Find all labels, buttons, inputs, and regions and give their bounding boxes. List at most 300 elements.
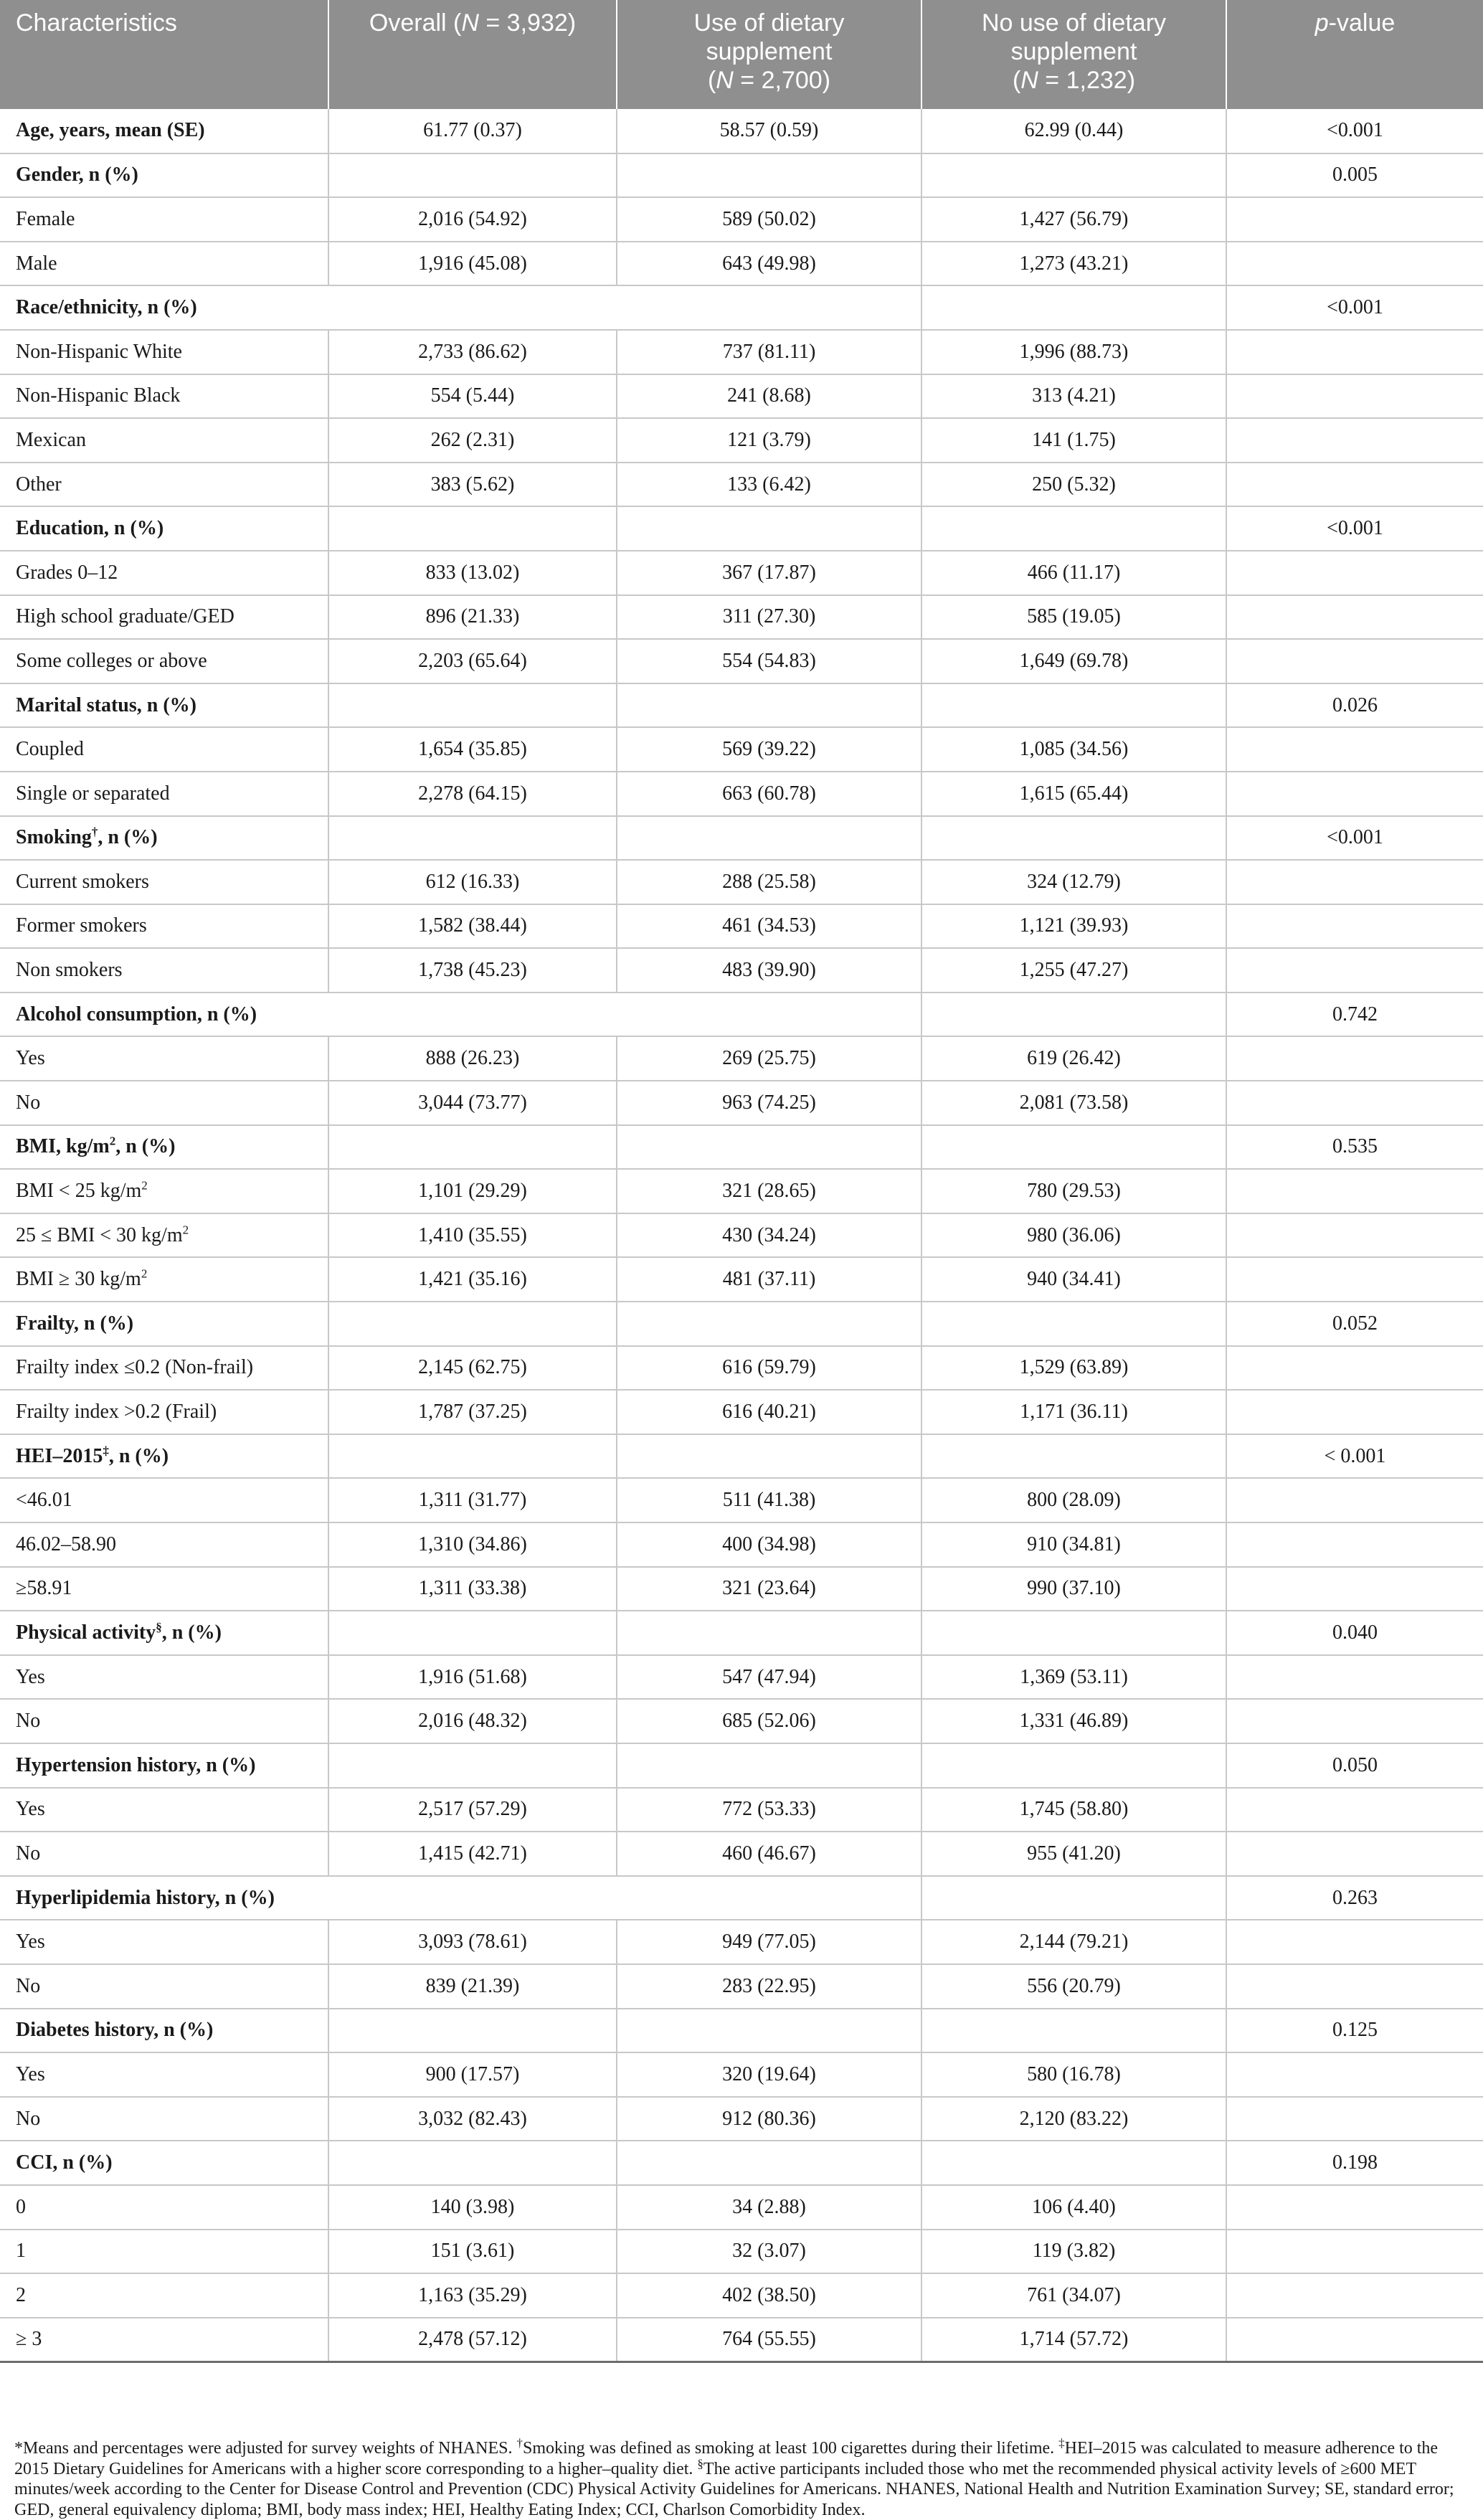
cell-no-use-supplement: 761 (34.07) [921, 2273, 1226, 2318]
cell-no-use-supplement: 1,085 (34.56) [921, 727, 1226, 772]
row-label [0, 860, 328, 904]
cell-overall [328, 2141, 617, 2185]
label-tail: , n (%) [115, 1135, 176, 1158]
cell-use-supplement: 58.57 (0.59) [617, 109, 921, 153]
cell-use-supplement: 772 (53.33) [617, 1788, 921, 1832]
cell-no-use-supplement [921, 1125, 1226, 1170]
cell-p-value [1226, 948, 1483, 993]
cell-use-supplement: 269 (25.75) [617, 1036, 921, 1081]
cell-p-value [1226, 2273, 1483, 2318]
row-label [0, 242, 328, 286]
row-label [0, 1522, 328, 1567]
cell-overall: 383 (5.62) [328, 463, 617, 507]
label-text: Yes [16, 1798, 45, 1821]
cell-use-supplement [617, 1434, 921, 1479]
row-label [0, 1036, 328, 1081]
label-text: Non-Hispanic White [16, 340, 182, 363]
cell-no-use-supplement: 1,714 (57.72) [921, 2318, 1226, 2362]
table-row [0, 2230, 1483, 2274]
cell-p-value [1226, 1346, 1483, 1391]
cell-no-use-supplement: 990 (37.10) [921, 1567, 1226, 1611]
label-text: Yes [16, 1047, 45, 1070]
label-text: No [16, 1710, 41, 1733]
row-label [0, 551, 328, 595]
section-label [0, 1125, 328, 1170]
row-label [0, 2185, 328, 2230]
cell-p-value [1226, 2230, 1483, 2274]
label-superscript: 2 [141, 1266, 148, 1281]
cell-p-value [1226, 1655, 1483, 1700]
header-characteristics: Characteristics [0, 0, 328, 109]
cell-p-value [1226, 1169, 1483, 1213]
label-superscript: § [156, 1620, 162, 1634]
row-label [0, 374, 328, 419]
cell-no-use-supplement: 955 (41.20) [921, 1832, 1226, 1876]
cell-use-supplement: 321 (28.65) [617, 1169, 921, 1213]
cell-use-supplement: 430 (34.24) [617, 1213, 921, 1258]
cell-p-value [1226, 1257, 1483, 1302]
label-text: Age, years, mean (SE) [16, 119, 205, 142]
section-row [0, 993, 1483, 1037]
cell-p-value [1226, 1832, 1483, 1876]
cell-p-value [1226, 595, 1483, 640]
cell-overall: 151 (3.61) [328, 2230, 617, 2274]
cell-use-supplement [617, 683, 921, 728]
table-row [0, 639, 1483, 683]
table-row [0, 463, 1483, 507]
cell-use-supplement [617, 2009, 921, 2053]
footnote-text: HEI–2015 was calculated to measure adherence to the 2015 Dietary Guidelines for Americans with a higher score corresponding to a higher–quality diet. [14, 2439, 1439, 2478]
cell-overall: 140 (3.98) [328, 2185, 617, 2230]
table-row [0, 1036, 1483, 1081]
cell-no-use-supplement: 2,081 (73.58) [921, 1081, 1226, 1125]
table-row [0, 2273, 1483, 2318]
table-row [0, 330, 1483, 374]
cell-no-use-supplement: 1,529 (63.89) [921, 1346, 1226, 1391]
row-label [0, 772, 328, 816]
cell-overall: 2,278 (64.15) [328, 772, 617, 816]
cell-use-supplement: 963 (74.25) [617, 1081, 921, 1125]
cell-overall: 1,101 (29.29) [328, 1169, 617, 1213]
cell-use-supplement [617, 1743, 921, 1788]
section-label [0, 1876, 921, 1920]
section-label [0, 816, 328, 861]
cell-p-value [1226, 1699, 1483, 1743]
label-text: Non smokers [16, 959, 123, 982]
section-row [0, 1434, 1483, 1479]
cell-use-supplement: 643 (49.98) [617, 242, 921, 286]
cell-use-supplement: 283 (22.95) [617, 1964, 921, 2009]
cell-p-value [1226, 1213, 1483, 1258]
cell-use-supplement: 311 (27.30) [617, 595, 921, 640]
table-row [0, 1788, 1483, 1832]
cell-overall: 900 (17.57) [328, 2052, 617, 2097]
cell-use-supplement: 949 (77.05) [617, 1920, 921, 1964]
table-row [0, 1390, 1483, 1434]
cell-p-value: 0.125 [1226, 2009, 1483, 2053]
label-text: Diabetes history, n (%) [16, 2019, 214, 2042]
label-text: Coupled [16, 738, 84, 761]
cell-p-value [1226, 463, 1483, 507]
cell-no-use-supplement: 2,144 (79.21) [921, 1920, 1226, 1964]
row-label [0, 2273, 328, 2318]
cell-p-value [1226, 1920, 1483, 1964]
row-label [0, 418, 328, 463]
table-row [0, 948, 1483, 993]
row-label [0, 904, 328, 949]
label-text: CCI, n (%) [16, 2151, 113, 2174]
table-row [0, 1699, 1483, 1743]
section-row [0, 506, 1483, 551]
cell-no-use-supplement: 940 (34.41) [921, 1257, 1226, 1302]
cell-overall: 1,421 (35.16) [328, 1257, 617, 1302]
row-label [0, 1832, 328, 1876]
table-row [0, 551, 1483, 595]
section-row [0, 1611, 1483, 1655]
cell-no-use-supplement: 910 (34.81) [921, 1522, 1226, 1567]
label-tail: , n (%) [98, 826, 158, 849]
cell-use-supplement: 912 (80.36) [617, 2097, 921, 2141]
row-label [0, 727, 328, 772]
row-label [0, 1567, 328, 1611]
label-text: 46.02–58.90 [16, 1533, 116, 1555]
cell-use-supplement: 321 (23.64) [617, 1567, 921, 1611]
cell-use-supplement: 737 (81.11) [617, 330, 921, 374]
label-text: Yes [16, 1931, 45, 1953]
cell-no-use-supplement: 1,331 (46.89) [921, 1699, 1226, 1743]
cell-no-use-supplement [921, 816, 1226, 861]
cell-use-supplement: 400 (34.98) [617, 1522, 921, 1567]
cell-p-value [1226, 2097, 1483, 2141]
cell-p-value [1226, 639, 1483, 683]
section-label [0, 2141, 328, 2185]
label-superscript: † [91, 825, 98, 839]
label-text: HEI–2015 [16, 1444, 103, 1467]
label-text: No [16, 2107, 41, 2130]
cell-no-use-supplement: 250 (5.32) [921, 463, 1226, 507]
label-text: Mexican [16, 428, 86, 451]
cell-p-value [1226, 2052, 1483, 2097]
footnote-marker: ‡ [1058, 2436, 1065, 2450]
cell-overall [328, 1302, 617, 1346]
label-text: Female [16, 207, 75, 230]
table-row [0, 197, 1483, 242]
cell-no-use-supplement [921, 683, 1226, 728]
row-label [0, 1346, 328, 1391]
section-row [0, 153, 1483, 198]
cell-p-value [1226, 551, 1483, 595]
cell-overall: 1,415 (42.71) [328, 1832, 617, 1876]
cell-no-use-supplement [921, 1876, 1226, 1920]
label-text: 2 [16, 2283, 26, 2306]
cell-overall: 1,311 (33.38) [328, 1567, 617, 1611]
label-text: Frailty index >0.2 (Frail) [16, 1401, 217, 1424]
row-label [0, 1699, 328, 1743]
section-row [0, 2009, 1483, 2053]
cell-p-value [1226, 1567, 1483, 1611]
section-label [0, 1611, 328, 1655]
cell-no-use-supplement: 1,273 (43.21) [921, 242, 1226, 286]
cell-use-supplement: 367 (17.87) [617, 551, 921, 595]
section-label [0, 109, 328, 153]
cell-no-use-supplement: 1,745 (58.80) [921, 1788, 1226, 1832]
cell-use-supplement: 288 (25.58) [617, 860, 921, 904]
table-row [0, 1081, 1483, 1125]
cell-overall: 2,733 (86.62) [328, 330, 617, 374]
cell-use-supplement: 481 (37.11) [617, 1257, 921, 1302]
cell-p-value: < 0.001 [1226, 1434, 1483, 1479]
label-text: BMI, kg/m [16, 1135, 110, 1158]
table-row [0, 242, 1483, 286]
table-row [0, 1346, 1483, 1391]
cell-p-value [1226, 1522, 1483, 1567]
cell-use-supplement: 32 (3.07) [617, 2230, 921, 2274]
label-superscript: ‡ [103, 1444, 109, 1458]
table-row [0, 772, 1483, 816]
label-superscript: 2 [109, 1135, 116, 1149]
label-text: Male [16, 252, 57, 275]
section-row [0, 1743, 1483, 1788]
section-row [0, 1125, 1483, 1170]
cell-no-use-supplement [921, 1302, 1226, 1346]
cell-p-value [1226, 1788, 1483, 1832]
cell-use-supplement: 34 (2.88) [617, 2185, 921, 2230]
table-row [0, 1964, 1483, 2009]
cell-no-use-supplement: 313 (4.21) [921, 374, 1226, 419]
label-text: Gender, n (%) [16, 164, 138, 186]
label-text: No [16, 1091, 41, 1114]
section-row [0, 2141, 1483, 2185]
cell-p-value: 0.535 [1226, 1125, 1483, 1170]
table-row [0, 1478, 1483, 1522]
section-row [0, 816, 1483, 861]
table-row [0, 727, 1483, 772]
label-text: Other [16, 473, 62, 496]
section-row [0, 109, 1483, 153]
cell-no-use-supplement: 580 (16.78) [921, 2052, 1226, 2097]
cell-p-value [1226, 374, 1483, 419]
section-row [0, 285, 1483, 330]
cell-p-value [1226, 2185, 1483, 2230]
cell-no-use-supplement [921, 285, 1226, 330]
label-text: Grades 0–12 [16, 561, 118, 584]
cell-p-value: 0.198 [1226, 2141, 1483, 2185]
section-label [0, 506, 328, 551]
cell-use-supplement: 121 (3.79) [617, 418, 921, 463]
cell-no-use-supplement [921, 153, 1226, 198]
label-text: Hypertension history, n (%) [16, 1753, 256, 1776]
section-label [0, 285, 921, 330]
cell-overall [328, 1611, 617, 1655]
cell-p-value: <0.001 [1226, 816, 1483, 861]
cell-p-value [1226, 2318, 1483, 2362]
row-label [0, 1081, 328, 1125]
cell-use-supplement [617, 2141, 921, 2185]
cell-use-supplement: 685 (52.06) [617, 1699, 921, 1743]
cell-overall: 3,093 (78.61) [328, 1920, 617, 1964]
table-row [0, 595, 1483, 640]
cell-overall [328, 1434, 617, 1479]
cell-use-supplement: 402 (38.50) [617, 2273, 921, 2318]
row-label [0, 1788, 328, 1832]
cell-no-use-supplement: 585 (19.05) [921, 595, 1226, 640]
cell-no-use-supplement: 1,427 (56.79) [921, 197, 1226, 242]
cell-overall: 3,044 (73.77) [328, 1081, 617, 1125]
cell-p-value: 0.050 [1226, 1743, 1483, 1788]
cell-overall: 262 (2.31) [328, 418, 617, 463]
table-row [0, 2318, 1483, 2362]
label-tail: , n (%) [108, 1444, 169, 1467]
label-text: <46.01 [16, 1489, 72, 1512]
label-superscript: 2 [141, 1178, 148, 1193]
table-row [0, 1522, 1483, 1567]
label-text: No [16, 1974, 41, 1997]
row-label [0, 2097, 328, 2141]
cell-use-supplement [617, 1302, 921, 1346]
section-label [0, 1743, 328, 1788]
cell-use-supplement: 554 (54.83) [617, 639, 921, 683]
label-text: Alcohol consumption, n (%) [16, 1003, 257, 1025]
label-text: High school graduate/GED [16, 605, 234, 628]
cell-use-supplement: 133 (6.42) [617, 463, 921, 507]
cell-no-use-supplement: 619 (26.42) [921, 1036, 1226, 1081]
row-label [0, 1655, 328, 1700]
cell-no-use-supplement: 1,255 (47.27) [921, 948, 1226, 993]
cell-overall: 2,203 (65.64) [328, 639, 617, 683]
cell-use-supplement [617, 1611, 921, 1655]
label-text: Yes [16, 1665, 45, 1688]
cell-no-use-supplement [921, 2141, 1226, 2185]
label-text: No [16, 1842, 41, 1865]
footnote-text: The active participants included those who met the recommended physical activity levels of ≥600 MET minutes/week according to the Center for Disease Control and Prevention (CDC) Physical Activity Guidelines for Americans. NHANES, National Health and Nutrition Examination Survey; SE, standard error; GED, general equivalency diploma; BMI, body mass index; HEI, Healthy Eating Index; CCI, Charlson Comorbidity Index. [14, 2459, 1454, 2519]
footnote-text: Smoking was defined as smoking at least 100 cigarettes during their lifetime. [522, 2439, 1059, 2458]
cell-p-value [1226, 242, 1483, 286]
cell-overall: 2,016 (54.92) [328, 197, 617, 242]
row-label [0, 595, 328, 640]
cell-p-value [1226, 772, 1483, 816]
table-footnote [0, 2434, 1483, 2520]
label-text: 0 [16, 2195, 26, 2218]
cell-no-use-supplement [921, 1434, 1226, 1479]
row-label [0, 1478, 328, 1522]
label-text: ≥ 3 [16, 2328, 42, 2351]
cell-no-use-supplement [921, 1743, 1226, 1788]
table-row [0, 860, 1483, 904]
label-text: Current smokers [16, 870, 149, 893]
cell-overall: 896 (21.33) [328, 595, 617, 640]
row-label [0, 639, 328, 683]
cell-overall [328, 683, 617, 728]
cell-no-use-supplement: 1,369 (53.11) [921, 1655, 1226, 1700]
section-row [0, 1302, 1483, 1346]
cell-overall: 2,478 (57.12) [328, 2318, 617, 2362]
cell-no-use-supplement: 324 (12.79) [921, 860, 1226, 904]
table-row [0, 1655, 1483, 1700]
cell-no-use-supplement [921, 1611, 1226, 1655]
table-row [0, 1257, 1483, 1302]
cell-use-supplement [617, 506, 921, 551]
footnote-marker: § [697, 2456, 703, 2471]
table-row [0, 2097, 1483, 2141]
row-label [0, 1920, 328, 1964]
label-text: Hyperlipidemia history, n (%) [16, 1886, 275, 1909]
label-text: 25 ≤ BMI < 30 kg/m [16, 1223, 183, 1246]
table-row [0, 374, 1483, 419]
row-label [0, 197, 328, 242]
label-text: Yes [16, 2062, 45, 2085]
cell-no-use-supplement: 141 (1.75) [921, 418, 1226, 463]
cell-no-use-supplement: 62.99 (0.44) [921, 109, 1226, 153]
table-row [0, 1832, 1483, 1876]
cell-use-supplement: 764 (55.55) [617, 2318, 921, 2362]
cell-p-value [1226, 197, 1483, 242]
cell-overall: 1,163 (35.29) [328, 2273, 617, 2318]
cell-no-use-supplement: 119 (3.82) [921, 2230, 1226, 2274]
table-header [0, 0, 1483, 109]
cell-use-supplement [617, 816, 921, 861]
cell-p-value [1226, 1390, 1483, 1434]
cell-overall [328, 153, 617, 198]
label-text: Non-Hispanic Black [16, 384, 181, 407]
cell-p-value: <0.001 [1226, 285, 1483, 330]
cell-overall: 2,145 (62.75) [328, 1346, 617, 1391]
cell-overall: 2,517 (57.29) [328, 1788, 617, 1832]
cell-p-value [1226, 860, 1483, 904]
footnote-text: *Means and percentages were adjusted for survey weights of NHANES. [14, 2439, 517, 2458]
cell-use-supplement: 616 (40.21) [617, 1390, 921, 1434]
header-overall: Overall (N = 3,932) [328, 0, 617, 109]
cell-use-supplement: 320 (19.64) [617, 2052, 921, 2097]
table-row [0, 1920, 1483, 1964]
cell-use-supplement: 241 (8.68) [617, 374, 921, 419]
cell-overall: 1,310 (34.86) [328, 1522, 617, 1567]
table-row [0, 1169, 1483, 1213]
section-row [0, 1876, 1483, 1920]
cell-overall: 612 (16.33) [328, 860, 617, 904]
table-row [0, 418, 1483, 463]
label-text: Physical activity [16, 1621, 156, 1644]
row-label [0, 2318, 328, 2362]
cell-overall: 1,916 (51.68) [328, 1655, 617, 1700]
section-label [0, 153, 328, 198]
table-row [0, 904, 1483, 949]
cell-no-use-supplement [921, 993, 1226, 1037]
cell-overall: 888 (26.23) [328, 1036, 617, 1081]
table-row [0, 1213, 1483, 1258]
cell-p-value [1226, 904, 1483, 949]
cell-p-value [1226, 1964, 1483, 2009]
label-tail: , n (%) [161, 1621, 222, 1644]
cell-overall: 1,787 (37.25) [328, 1390, 617, 1434]
row-label [0, 1390, 328, 1434]
cell-no-use-supplement: 780 (29.53) [921, 1169, 1226, 1213]
section-label [0, 1302, 328, 1346]
cell-use-supplement: 569 (39.22) [617, 727, 921, 772]
cell-p-value [1226, 1478, 1483, 1522]
cell-use-supplement: 461 (34.53) [617, 904, 921, 949]
label-text: ≥58.91 [16, 1577, 72, 1600]
cell-no-use-supplement: 1,121 (39.93) [921, 904, 1226, 949]
label-text: Education, n (%) [16, 517, 164, 540]
row-label [0, 1257, 328, 1302]
label-text: Some colleges or above [16, 649, 207, 672]
cell-p-value: <0.001 [1226, 506, 1483, 551]
cell-p-value [1226, 418, 1483, 463]
label-text: Smoking [16, 826, 92, 849]
cell-use-supplement: 460 (46.67) [617, 1832, 921, 1876]
cell-overall: 2,016 (48.32) [328, 1699, 617, 1743]
cell-p-value: 0.742 [1226, 993, 1483, 1037]
